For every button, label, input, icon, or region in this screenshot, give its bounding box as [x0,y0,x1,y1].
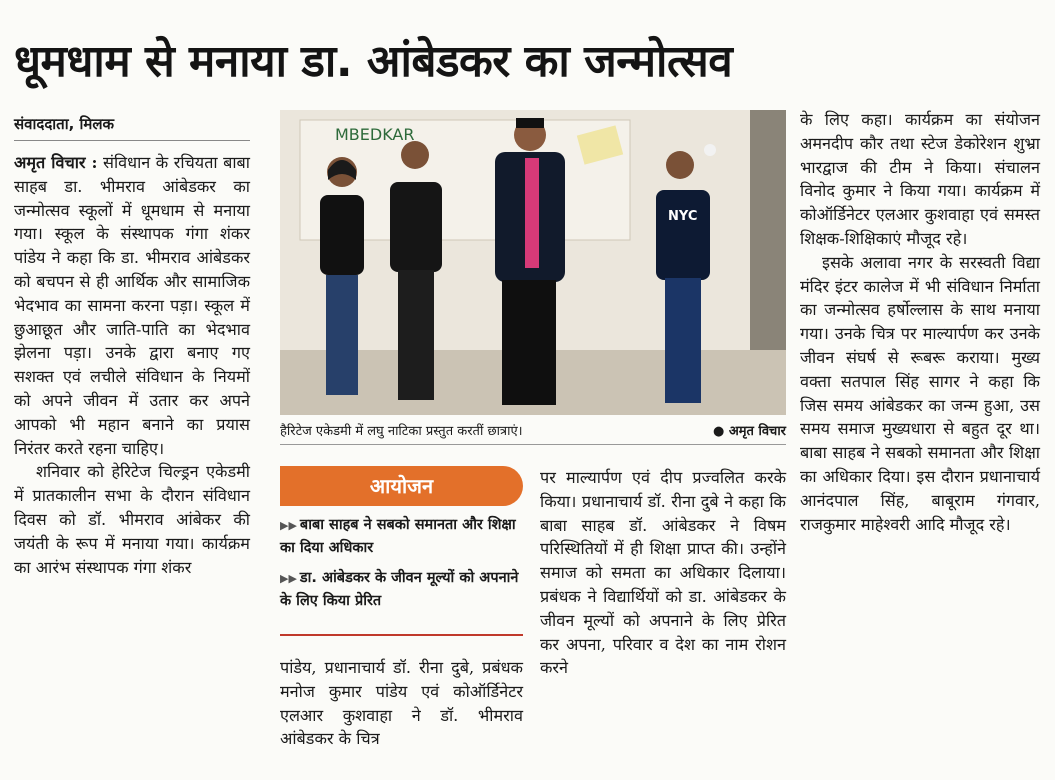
news-photo [280,110,786,415]
double-arrow-icon: ▶▶ [280,572,297,585]
column-3-lower [280,656,523,751]
paragraph: पर माल्यार्पण एवं दीप प्रज्वलित करके किया। प्रधानाचार्य डॉ. रीना दुबे ने कहा कि बाबा साहब डॉ. आंबेडकर ने विषम परिस्थितियों में ही शिक्षा प्राप्त की। उन्होंने समाज को समता का अधिकार दिलाया। प्रबंधक ने विद्यार्थियों को डा. आंबेडकर के जीवन मूल्यों को अपनाने के लिए प्रेरित कर अपना, परिवार व देश का नाम रोशन करने [540,468,786,678]
column-3-right [540,466,786,680]
photo-caption-bar [280,420,786,445]
paragraph: शनिवार को हेरिटेज चिल्ड्रन एकेडमी में प्रातकालीन सभा के दौरान संविधान दिवस को डॉ. भीमराव आंबेकर की जयंती के रूप में मनाया गया। कार्यक्रम का आरंभ संस्थापक गंगा शंकर [14,462,250,577]
paragraph: इसके अलावा नगर के सरस्वती विद्या मंदिर इंटर कालेज में भी संविधान निर्माता का जन्मोत्सव हर्षोल्लास के साथ मनाया गया। उनके चित्र पर माल्यार्पण कर उनके जीवन संघर्ष से रूबरू कराया। मुख्य वक्ता सतपाल सिंह सागर ने कहा कि जिस समय आंबेडकर का जन्म हुआ, उस समय समाज मुख्यधारा से बहुत दूर था। बाबा साहब ने सबको समानता और शिक्षा का अधिकार दिया। इस दौरान प्रधानाचार्य आनंदपाल सिंह, बाबूराम गंगवार, राजकुमार माहेश्वरी आदि मौजूद रहे। [800,252,1040,534]
photo-credit: ● अमृत विचार [712,424,786,439]
paragraph: पांडेय, प्रधानाचार्य डॉ. रीना दुबे, प्रबंधक मनोज कुमार पांडेय एवं कोऑर्डिनेटर एलआर कुशवाहा ने डॉ. भीमराव आंबेडकर के चित्र [280,658,523,749]
headline: धूमधाम से मनाया डा. आंबेडकर का जन्मोत्सव [14,36,733,87]
highlight-item: ▶▶ बाबा साहब ने सबको समानता और शिक्षा का दिया अधिकार [280,517,516,556]
stage-photo-illustration [280,110,786,415]
highlight-label: आयोजन [280,466,523,506]
lead-paragraph [14,151,250,460]
paragraph-text: संविधान के रचियता बाबा साहब डा. भीमराव आंबेडकर का जन्मोत्सव स्कूलों में धूमधाम से मनाया गया। स्कूल के संस्थापक गंगा शंकर पांडेय ने कहा कि डा. भीमराव आंबेडकर को बचपन से ही आर्थिक और सामाजिक भेदभाव का सामना करना पड़ा। स्कूल में छुआछूत और जाति-पाति का भेदभाव झेलना पड़ा। उनके द्वारा बनाए गए सशक्त एवं लचीले संविधान के नियमों को अपने जीवन में उतार कर अपने आपको भी महान बनाने का प्रयास निरंतर करते रहना चाहिए। [14,153,250,458]
banner-text: MBEDKAR [335,125,415,144]
column-1 [14,112,250,579]
highlight-item: ▶▶ डा. आंबेडकर के जीवन मूल्यों को अपनाने के लिए किया प्रेरित [280,570,519,609]
highlight-box [280,466,523,636]
photo-caption: हैरिटेज एकेडमी में लघु नाटिका प्रस्तुत करतीं छात्राएं। [280,424,523,439]
divider [280,634,523,636]
byline: संवाददाता, मिलक [14,112,250,141]
double-arrow-icon: ▶▶ [280,519,297,532]
shirt-text: NYC [668,209,698,224]
paragraph: के लिए कहा। कार्यक्रम का संयोजन अमनदीप कौर तथा स्टेज डेकोरेशन शुभ्रा भारद्वाज की टीम ने किया। संचालन विनोद कुमार ने किया गया। कार्यक्रम में कोऑर्डिनेटर एलआर कुशवाहा एवं समस्त शिक्षक-शिक्षिकाएं मौजूद रहे। [800,110,1040,248]
column-4 [800,108,1040,536]
dateline: अमृत विचार : [14,153,98,172]
